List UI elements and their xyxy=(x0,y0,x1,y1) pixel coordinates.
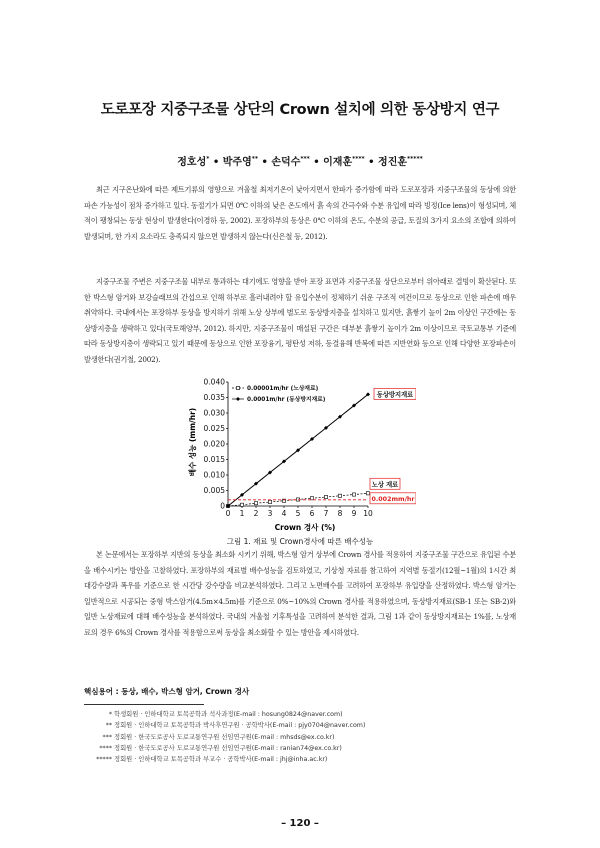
data-point xyxy=(254,502,257,505)
keywords: 핵심용어 : 동상, 배수, 박스형 암거, Crown 경사 xyxy=(84,687,250,696)
author-name: 이재훈**** xyxy=(323,155,365,168)
author-name: 손덕수*** xyxy=(271,155,310,168)
page-number: – 120 – xyxy=(281,818,319,829)
x-axis-label: Crown 경사 (%) xyxy=(274,523,336,532)
x-tick-label: 6 xyxy=(309,509,315,518)
footnote-divider xyxy=(84,704,204,705)
legend-marker xyxy=(236,386,239,389)
footnote-mark: * xyxy=(108,711,112,718)
y-tick-label: 0.035 xyxy=(203,393,225,403)
body-paragraph-2: 지중구조물 주변은 지중구조물 내부로 통과하는 대기에도 영향을 받아 포장 표면과 지중구조물 상단으로부터 위아래로 결빙이 확산된다. 또한 박스형 암거와 보강슬래브의 간섭으로 인해 하부로 흘러내려야 할 유입수분이 정체하기 쉬운 구조적 여건이므로 동상으로 인한 파손에 매우 취약하다. 국내에서는 포장하부 동상을 방지하기 위해 노상 상부에 별도로 동상방지층을 설치하고 있지만, 흙쌓기 높이 2m 이상인 구간에는 동상방지층을 생략하고 있다(국토해양부, 2012). 하지만, 지중구조물이 매설된 구간은 대부분 흙쌓기 높이가 2m 이상이므로 국토교통부 기준에 따라 동상방지층이 생략되고 있기 때문에 동상으로 인한 포장융기, 평탄성 저하, 동결융해 반복에 따른 지반연화 등으로 인해 다양한 포장파손이 발생한다(권기철, 2002). xyxy=(84,277,516,364)
y-tick-label: 0.030 xyxy=(203,408,225,418)
x-tick-label: 8 xyxy=(337,509,343,518)
reference-label: 0.002mm/hr xyxy=(371,496,415,503)
legend-label: 0.0001m/hr (동상방지재료) xyxy=(247,397,326,404)
annotation-label: 동상방지재료 xyxy=(376,391,414,399)
x-tick-label: 3 xyxy=(267,509,273,518)
x-tick-label: 5 xyxy=(295,509,301,518)
annotation-label: 노상 재료 xyxy=(371,481,399,489)
y-tick-label: 0.040 xyxy=(203,377,225,387)
footnote-text: 정회원 · 인하대학교 토목공학과 박사후연구원 · 공학박사(E-mail : pjy0704@naver.com) xyxy=(114,722,366,730)
author-separator: • xyxy=(258,157,272,168)
x-tick-label: 7 xyxy=(323,509,329,518)
footnote-item xyxy=(84,754,524,765)
x-tick-label: 0 xyxy=(225,509,231,518)
data-point xyxy=(268,500,271,503)
footnote-text: 정회원 · 한국도로공사 도로교통연구원 선임연구원(E-mail : ranian74@ex.co.kr) xyxy=(114,744,342,752)
footnote-mark: *** xyxy=(102,733,112,741)
y-tick-label: 0.020 xyxy=(203,439,225,449)
footnote-text: 정회원 · 인하대학교 토목공학과 부교수 · 공학박사(E-mail : jhj@inha.ac.kr) xyxy=(114,756,328,764)
footnote-item xyxy=(84,743,524,754)
x-tick-label: 9 xyxy=(351,509,357,518)
x-tick-label: 10 xyxy=(363,509,373,518)
author-mark: *** xyxy=(300,155,310,163)
legend-label: 0.00001m/hr (노상재료) xyxy=(247,386,319,393)
author-name: 정진훈***** xyxy=(378,155,423,168)
author-name: 박주영** xyxy=(222,155,259,168)
author-mark: * xyxy=(206,155,210,163)
footnote-text: 정회원 · 한국도로공사 도로교통연구원 선임연구원(E-mail : mhsds@ex.co.kr) xyxy=(114,733,335,741)
paper-title: 도로포장 지중구조물 상단의 Crown 설치에 의한 동상방지 연구 xyxy=(100,102,500,118)
footnote-list xyxy=(84,709,524,765)
body-paragraph-3: 본 논문에서는 포장하부 지반의 동상을 최소화 시키기 위해, 박스형 암거 상부에 Crown 경사를 적용하여 지중구조물 구간으로 유입된 수분을 배수시키는 방안을 고찰하였다. 포장하부의 재료별 배수성능을 검토하였고, 기상청 자료를 참고하여 지역별 동절기(12월~1월)의 1시간 최대강수량과 폭우를 기준으로 한 시간당 강수량을 비교분석하였다. 그리고 노면배수를 고려하여 포장하부 유입량을 산정하였다. 박스형 암거는 일반적으로 시공되는 중형 박스암거(4.5m×4.5m)를 기준으로 0%~10%의 Crown 경사를 적용하였으며, 동상방지재료(SB-1 또는 SB-2)와 일반 노상재료에 대해 배수성능을 분석하였다. 국내의 겨울철 기후특성을 고려하여 분석한 결과, 그림 1과 같이 동상방지재료는 1%를, 노상재료의 경우 6%의 Crown 경사를 적용함으로써 동상을 최소화할 수 있는 방안을 제시하였다. xyxy=(84,550,516,637)
footnote-mark: ***** xyxy=(96,756,112,764)
body-paragraph-1: 최근 지구온난화에 따른 제트기류의 영향으로 겨울철 최저기온이 낮아지면서 한파가 증가함에 따라 도로포장과 지중구조물의 동상에 의한 파손 가능성이 점차 증가하고 있다. 동절기가 되면 0℃ 이하의 낮은 온도에서 흙 속의 간극수와 수분 유입에 따라 빙정(Ice lens)이 형성되며, 체적이 팽창되는 동상 현상이 발생한다(이경하 등, 2002). 포장하부의 동상은 0℃ 이하의 온도, 수분의 공급, 토질의 3가지 요소의 조합에 의하여 발생되며, 한 가지 요소라도 충족되지 않으면 발생하지 않는다(신은철 등, 2012). xyxy=(84,185,516,241)
y-tick-label: 0.025 xyxy=(203,424,225,434)
y-tick-label: 0.010 xyxy=(203,470,225,480)
author-separator: • xyxy=(364,157,379,168)
x-tick-label: 2 xyxy=(253,509,259,518)
data-point xyxy=(352,493,355,496)
data-point xyxy=(324,495,327,498)
y-tick-label: 0.015 xyxy=(203,455,225,465)
footnote-mark: **** xyxy=(99,744,112,752)
footnote-mark: ** xyxy=(105,722,112,730)
data-point xyxy=(240,503,243,506)
author-mark: **** xyxy=(352,155,365,163)
author-name: 정호성* xyxy=(177,155,210,168)
data-point xyxy=(338,494,341,497)
legend-marker xyxy=(236,397,240,401)
author-mark: ** xyxy=(251,155,259,163)
author-mark: ***** xyxy=(407,155,423,163)
author-separator: • xyxy=(309,157,324,168)
y-tick-label: 0 xyxy=(220,501,225,511)
author-list xyxy=(0,153,600,168)
figure-caption: 그림 1. 재료 및 Crown경사에 따른 배수성능 xyxy=(226,537,374,546)
data-point xyxy=(366,492,369,495)
footnote-item xyxy=(84,709,524,720)
y-axis-label: 배수 성능 (mm/hr) xyxy=(188,407,197,477)
x-tick-label: 1 xyxy=(239,509,245,518)
footnote-item xyxy=(84,732,524,743)
x-tick-label: 4 xyxy=(281,509,287,518)
footnote-item xyxy=(84,720,524,731)
footnote-text: 학생회원 · 인하대학교 토목공학과 석사과정(E-mail : hosung0824@naver.com) xyxy=(114,711,343,718)
drainage-performance-chart xyxy=(186,376,416,534)
y-tick-label: 0.005 xyxy=(203,486,225,496)
author-separator: • xyxy=(209,157,223,168)
